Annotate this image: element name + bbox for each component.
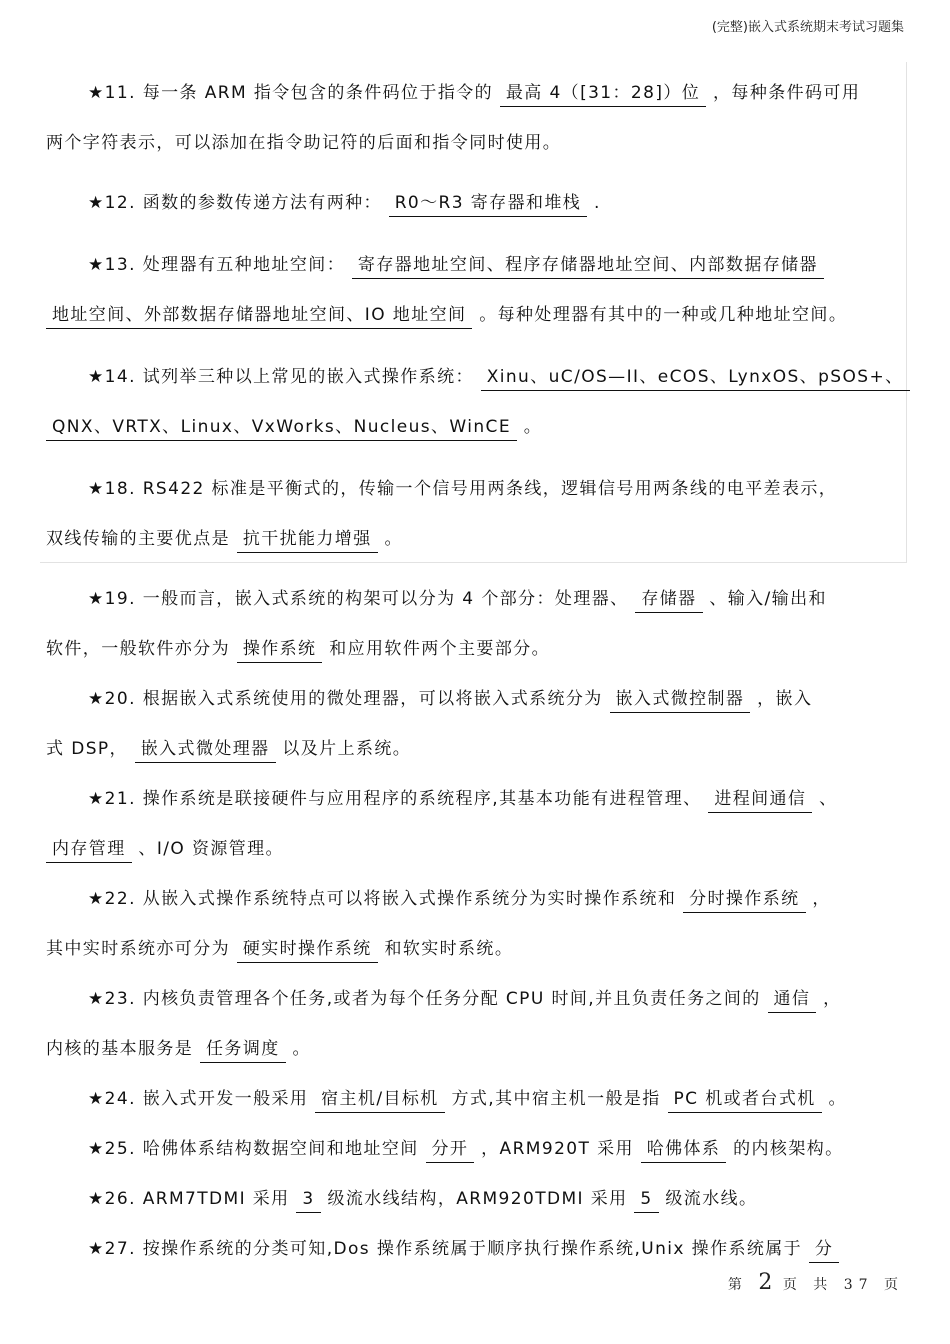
answer-blank: 分开 — [426, 1139, 475, 1163]
question-number: ★22. — [88, 889, 136, 909]
question-text: ，ARM920T 采用 — [481, 1139, 634, 1159]
question-text: 、 — [819, 789, 838, 809]
answer-blank: 分时操作系统 — [683, 889, 805, 913]
question-text: ，嵌入 — [757, 689, 813, 709]
question-text: RS422 标准是平衡式的，传输一个信号用两条线，逻辑信号用两条线的电平差表示， — [142, 479, 838, 499]
footer-middle: 页 共 — [782, 1277, 834, 1293]
question-text: 内核负责管理各个任务,或者为每个任务分配 CPU 时间,并且负责任务之间的 — [142, 989, 761, 1009]
question-text: 操作系统是联接硬件与应用程序的系统程序,其基本功能有进程管理、 — [142, 789, 702, 809]
question-text: 和软实时系统。 — [384, 939, 514, 959]
answer-blank: 通信 — [768, 989, 817, 1013]
question-text: 。每种处理器有其中的一种或几种地址空间。 — [479, 305, 848, 325]
answer-blank: 哈佛体系 — [641, 1139, 727, 1163]
question-number: ★21. — [88, 789, 136, 809]
question-line — [46, 1034, 311, 1063]
question-number: ★18. — [88, 479, 136, 499]
answer-blank: 分 — [809, 1239, 839, 1263]
question-text: 根据嵌入式系统使用的微处理器，可以将嵌入式系统分为 — [142, 689, 603, 709]
question-text: 、输入/输出和 — [709, 589, 827, 609]
question-text: 的内核架构。 — [733, 1139, 844, 1159]
answer-blank: 嵌入式微控制器 — [610, 689, 751, 713]
question-number: ★27. — [88, 1239, 136, 1259]
question-line — [46, 934, 513, 963]
question-text: 每一条 ARM 指令包含的条件码位于指令的 — [142, 83, 494, 103]
answer-blank: 宿主机/目标机 — [315, 1089, 445, 1113]
question-text: 按操作系统的分类可知,Dos 操作系统属于顺序执行操作系统,Unix 操作系统属于 — [142, 1239, 803, 1259]
question-text: 。 — [828, 1089, 847, 1109]
question-text: 级流水线。 — [665, 1189, 758, 1209]
question-text: 处理器有五种地址空间： — [142, 255, 346, 275]
answer-blank: 寄存器地址空间、程序存储器地址空间、内部数据存储器 — [352, 255, 824, 279]
question-line — [88, 1134, 844, 1163]
question-text: 一般而言，嵌入式系统的构架可以分为 4 个部分：处理器、 — [142, 589, 629, 609]
answer-blank: 抗干扰能力增强 — [237, 529, 378, 553]
question-text: 内核的基本服务是 — [46, 1039, 194, 1059]
question-number: ★20. — [88, 689, 136, 709]
question-text: 和应用软件两个主要部分。 — [329, 639, 551, 659]
page-footer — [728, 1270, 904, 1295]
question-line — [46, 300, 847, 329]
question-line — [88, 884, 831, 913]
question-line — [46, 834, 284, 863]
question-text: 函数的参数传递方法有两种： — [142, 193, 382, 213]
question-text: ， — [812, 889, 831, 909]
question-line — [46, 412, 542, 441]
question-text: 以及片上系统。 — [282, 739, 412, 759]
question-line — [88, 1184, 757, 1213]
question-text: ， — [823, 989, 842, 1009]
question-text: 方式,其中宿主机一般是指 — [451, 1089, 661, 1109]
question-line — [88, 362, 910, 391]
question-line — [88, 474, 837, 499]
question-number: ★14. — [88, 367, 136, 387]
answer-blank: 嵌入式微处理器 — [135, 739, 276, 763]
question-text: 哈佛体系结构数据空间和地址空间 — [142, 1139, 419, 1159]
question-number: ★13. — [88, 255, 136, 275]
question-line — [46, 524, 403, 553]
question-text: 试列举三种以上常见的嵌入式操作系统： — [142, 367, 474, 387]
question-text: 双线传输的主要优点是 — [46, 529, 230, 549]
question-line — [88, 584, 827, 613]
question-line — [88, 78, 860, 107]
question-line — [46, 128, 561, 153]
question-text: 、I/O 资源管理。 — [138, 839, 284, 859]
question-text: 其中实时系统亦可分为 — [46, 939, 230, 959]
question-line — [88, 684, 812, 713]
answer-blank: 硬实时操作系统 — [237, 939, 378, 963]
question-line — [88, 188, 601, 217]
question-text: 式 DSP， — [46, 739, 128, 759]
question-number: ★24. — [88, 1089, 136, 1109]
question-text: 级流水线结构，ARM920TDMI 采用 — [327, 1189, 628, 1209]
question-text: 从嵌入式操作系统特点可以将嵌入式操作系统分为实时操作系统和 — [142, 889, 677, 909]
question-number: ★11. — [88, 83, 136, 103]
question-number: ★26. — [88, 1189, 136, 1209]
question-text: . — [594, 193, 601, 213]
question-line — [46, 634, 550, 663]
question-text: 嵌入式开发一般采用 — [142, 1089, 309, 1109]
answer-blank: Xinu、uC/OS—II、eCOS、LynxOS、pSOS+、 — [481, 367, 910, 391]
answer-blank: QNX、VRTX、Linux、VxWorks、Nucleus、WinCE — [46, 417, 517, 441]
answer-blank: 进程间通信 — [708, 789, 812, 813]
running-header: (完整)嵌入式系统期末考试习题集 — [711, 20, 904, 35]
answer-blank: 3 — [296, 1189, 320, 1213]
footer-prefix: 第 — [727, 1277, 748, 1293]
question-text: ，每种条件码可用 — [713, 83, 861, 103]
question-number: ★25. — [88, 1139, 136, 1159]
question-text: 。 — [523, 417, 543, 437]
answer-blank: PC 机或者台式机 — [668, 1089, 822, 1113]
question-line — [88, 1234, 839, 1263]
answer-blank: R0～R3 寄存器和堆栈 — [389, 193, 587, 217]
question-line — [88, 1084, 847, 1113]
question-line — [88, 250, 824, 279]
question-text: 两个字符表示，可以添加在指令助记符的后面和指令同时使用。 — [46, 133, 562, 153]
question-text: ARM7TDMI 采用 — [142, 1189, 290, 1209]
answer-blank: 任务调度 — [200, 1039, 286, 1063]
page-total: 37 — [843, 1277, 874, 1293]
answer-blank: 内存管理 — [46, 839, 132, 863]
question-text: 软件，一般软件亦分为 — [46, 639, 230, 659]
question-line — [88, 784, 838, 813]
question-number: ★12. — [88, 193, 136, 213]
question-text: 。 — [384, 529, 403, 549]
answer-blank: 存储器 — [635, 589, 702, 613]
question-number: ★19. — [88, 589, 136, 609]
answer-blank: 最高 4（[31：28]）位 — [500, 83, 706, 107]
question-line — [88, 984, 842, 1013]
question-text: 。 — [292, 1039, 311, 1059]
answer-blank: 操作系统 — [237, 639, 323, 663]
answer-blank: 地址空间、外部数据存储器地址空间、IO 地址空间 — [46, 305, 472, 329]
footer-suffix: 页 — [884, 1277, 904, 1293]
question-line — [46, 734, 411, 763]
answer-blank: 5 — [634, 1189, 658, 1213]
question-number: ★23. — [88, 989, 136, 1009]
page-number: 2 — [758, 1270, 773, 1295]
